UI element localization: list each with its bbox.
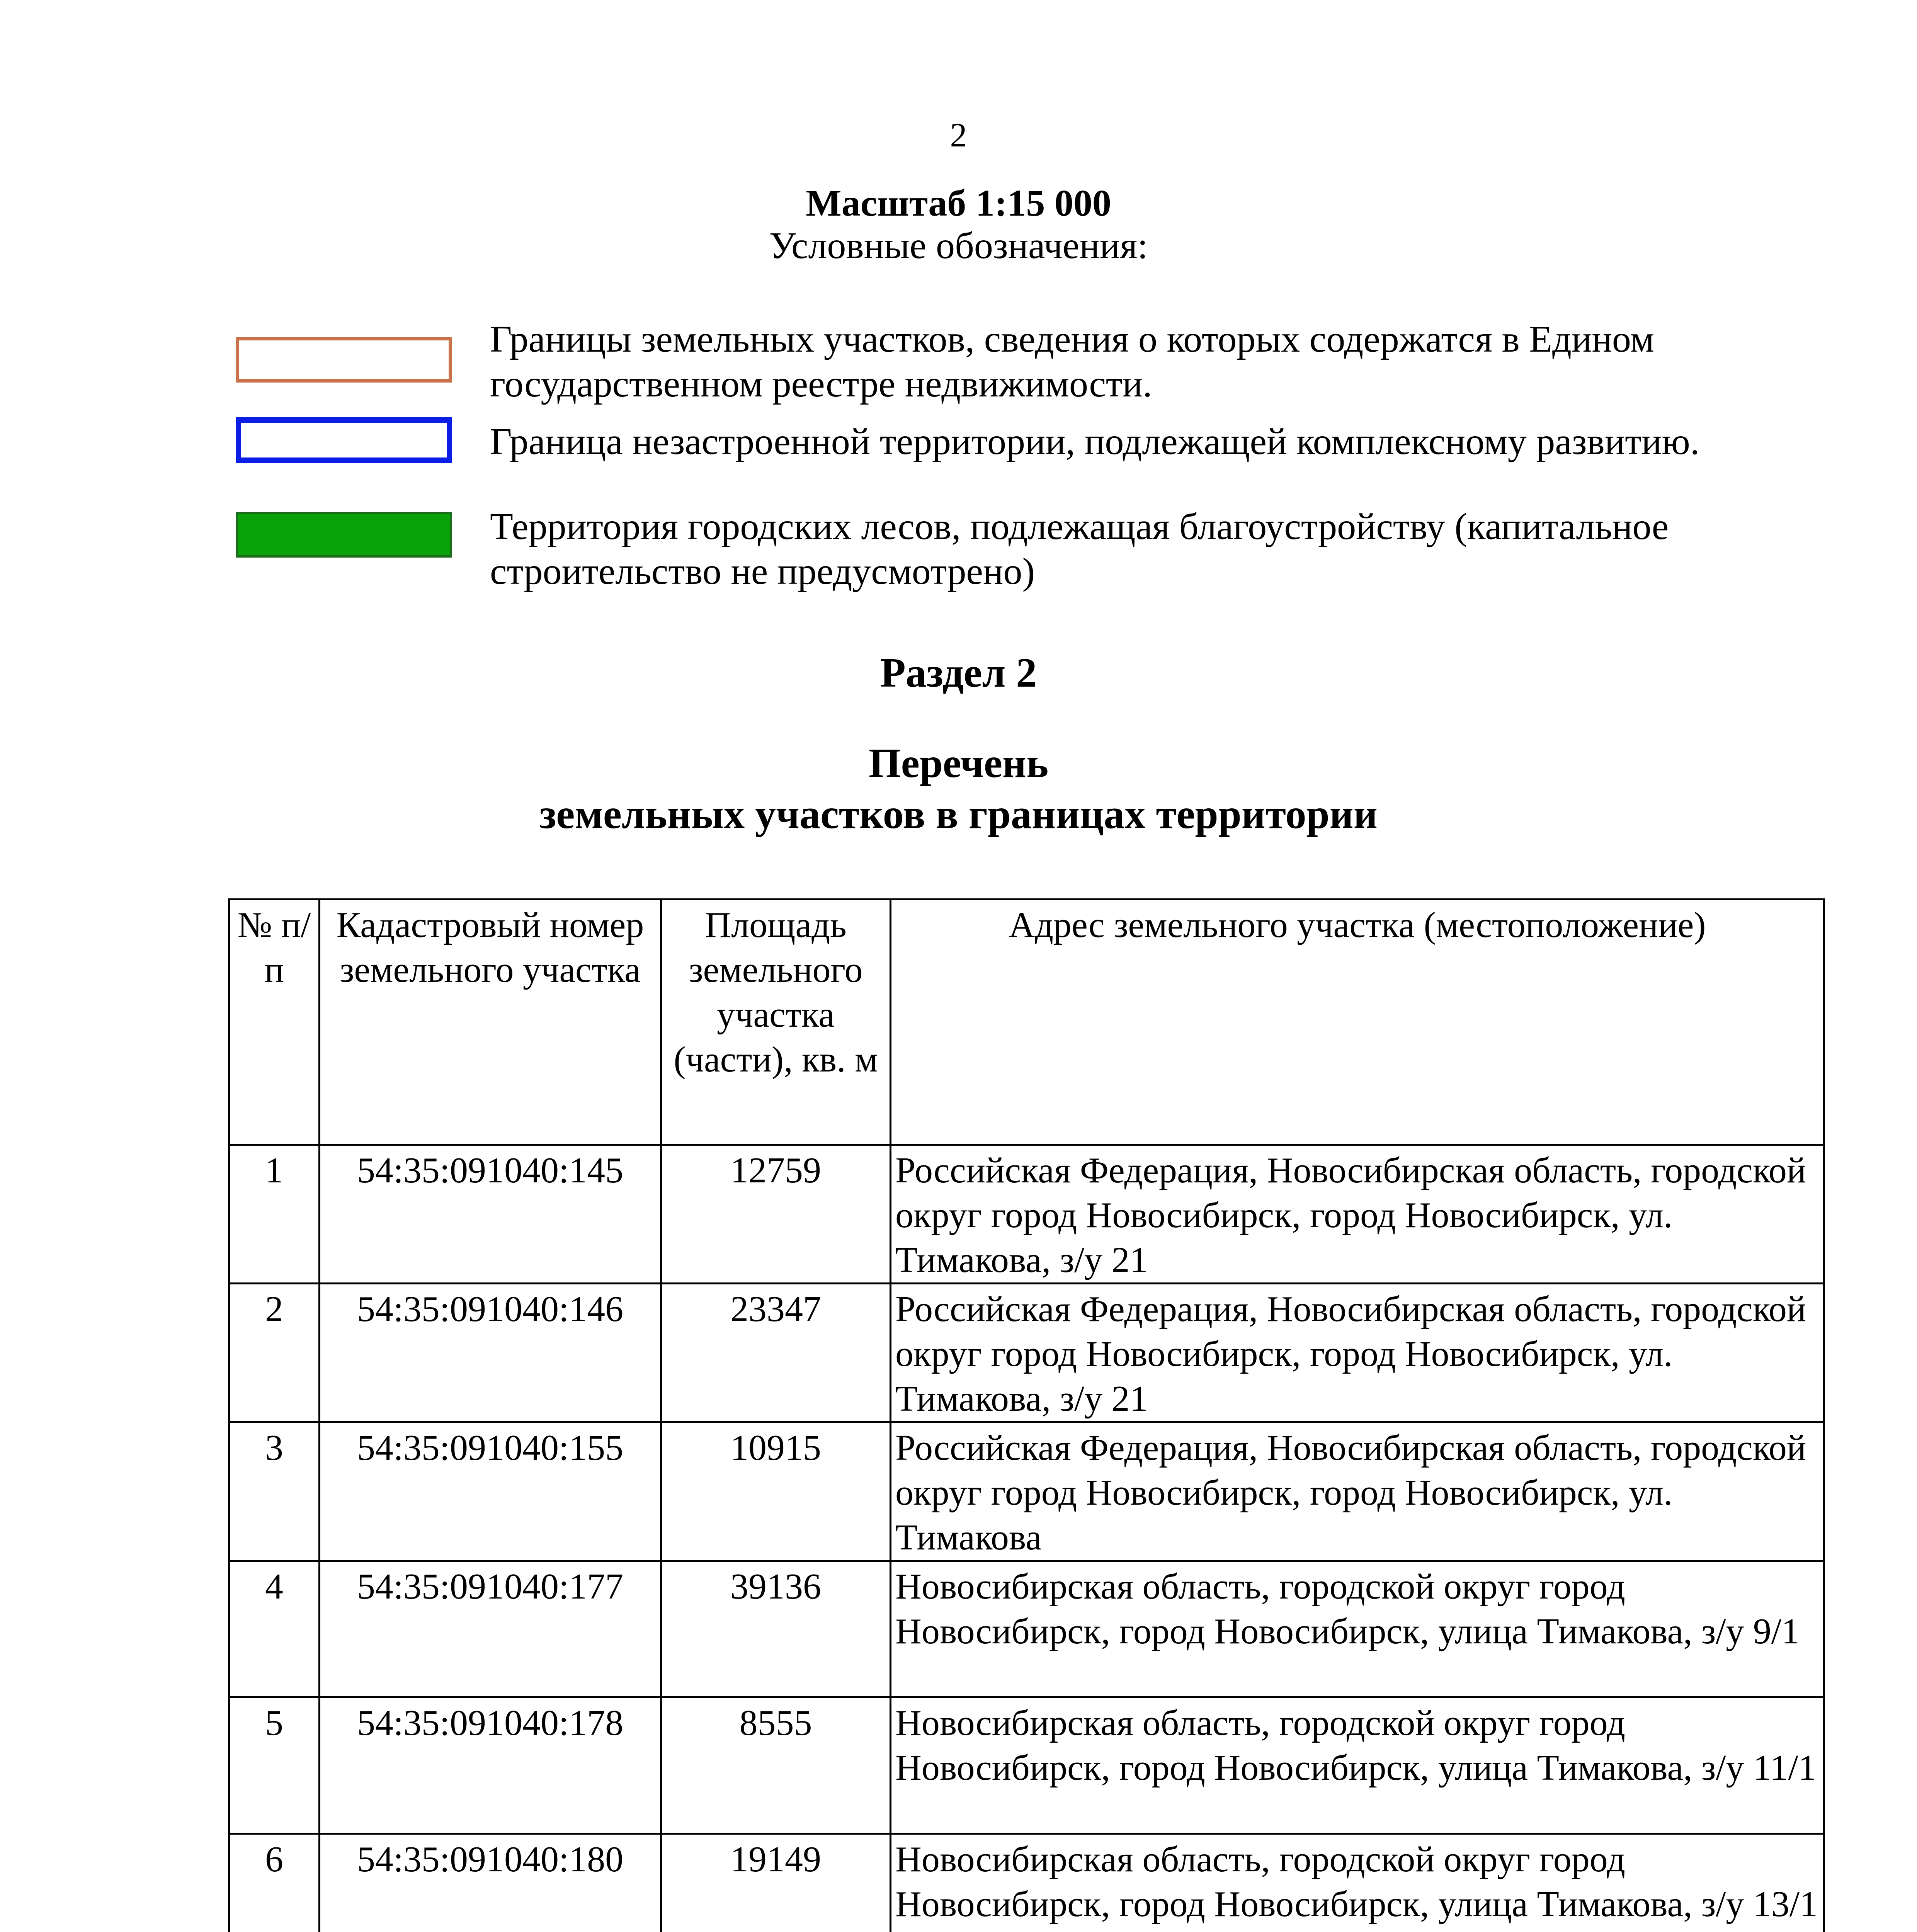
orange-outline-swatch-icon bbox=[236, 337, 452, 383]
cell-area: 19149 bbox=[661, 1834, 891, 1932]
cell-address: Российская Федерация, Новосибирская область, городской округ город Новосибирск, город Новосибирск, ул. Тимакова, з/у 21 bbox=[891, 1145, 1824, 1284]
cell-cadastral: 54:35:091040:180 bbox=[320, 1834, 661, 1932]
table-row bbox=[229, 1834, 1824, 1932]
table-body bbox=[229, 1145, 1824, 1932]
cell-cadastral: 54:35:091040:155 bbox=[320, 1422, 661, 1561]
cell-address: Российская Федерация, Новосибирская область, городской округ город Новосибирск, город Новосибирск, ул. Тимакова, з/у 21 bbox=[891, 1284, 1824, 1422]
cell-address: Российская Федерация, Новосибирская область, городской округ город Новосибирск, город Новосибирск, ул. Тимакова bbox=[891, 1422, 1824, 1561]
section-title: Раздел 2 bbox=[880, 650, 1037, 696]
cell-num: 3 bbox=[229, 1422, 320, 1561]
cell-num: 4 bbox=[229, 1561, 320, 1697]
list-title-line1: Перечень bbox=[868, 740, 1049, 786]
cell-cadastral: 54:35:091040:146 bbox=[320, 1284, 661, 1422]
blue-outline-swatch-icon bbox=[236, 417, 452, 463]
legend-item-text: Территория городских лесов, подлежащая благоустройству (капитальное строительство не предусмотрено) bbox=[490, 506, 1669, 592]
header-area: Площадь земельного участка (части), кв. м bbox=[661, 900, 891, 1145]
table-row bbox=[229, 1697, 1824, 1834]
table-row bbox=[229, 1284, 1824, 1422]
table-row bbox=[229, 1561, 1824, 1697]
cell-cadastral: 54:35:091040:145 bbox=[320, 1145, 661, 1284]
cell-cadastral: 54:35:091040:177 bbox=[320, 1561, 661, 1697]
header-cadastral: Кадастровый номер земельного участка bbox=[320, 900, 661, 1145]
header-address: Адрес земельного участка (местоположение) bbox=[891, 900, 1824, 1145]
table-row bbox=[229, 1145, 1824, 1284]
cell-address: Новосибирская область, городской округ город Новосибирск, город Новосибирск, улица Тимакова, з/у 9/1 bbox=[891, 1561, 1824, 1697]
page-number: 2 bbox=[950, 117, 967, 154]
parcels-table bbox=[228, 898, 1825, 1932]
cell-area: 8555 bbox=[661, 1697, 891, 1834]
legend-item-text: Граница незастроенной территории, подлежащей комплексному развитию. bbox=[490, 421, 1700, 463]
cell-num: 6 bbox=[229, 1834, 320, 1932]
scale-label: Масштаб 1:15 000 bbox=[806, 182, 1111, 224]
table-header-row bbox=[229, 900, 1824, 1145]
legend-item-text: Границы земельных участков, сведения о которых содержатся в Едином государственном реестре недвижимости. bbox=[490, 318, 1655, 405]
cell-num: 2 bbox=[229, 1284, 320, 1422]
table-row bbox=[229, 1422, 1824, 1561]
cell-cadastral: 54:35:091040:178 bbox=[320, 1697, 661, 1834]
cell-address: Новосибирская область, городской округ город Новосибирск, город Новосибирск, улица Тимакова, з/у 11/1 bbox=[891, 1697, 1824, 1834]
cell-num: 1 bbox=[229, 1145, 320, 1284]
cell-area: 39136 bbox=[661, 1561, 891, 1697]
cell-area: 12759 bbox=[661, 1145, 891, 1284]
list-title bbox=[0, 738, 1917, 840]
cell-area: 23347 bbox=[661, 1284, 891, 1422]
legend-title: Условные обозначения: bbox=[769, 225, 1148, 267]
list-title-line2: земельных участков в границах территории bbox=[539, 791, 1378, 837]
cell-num: 5 bbox=[229, 1697, 320, 1834]
cell-area: 10915 bbox=[661, 1422, 891, 1561]
green-fill-swatch-icon bbox=[236, 512, 452, 558]
header-num: № п/п bbox=[229, 900, 320, 1145]
cell-address: Новосибирская область, городской округ город Новосибирск, город Новосибирск, улица Тимакова, з/у 13/1 bbox=[891, 1834, 1824, 1932]
